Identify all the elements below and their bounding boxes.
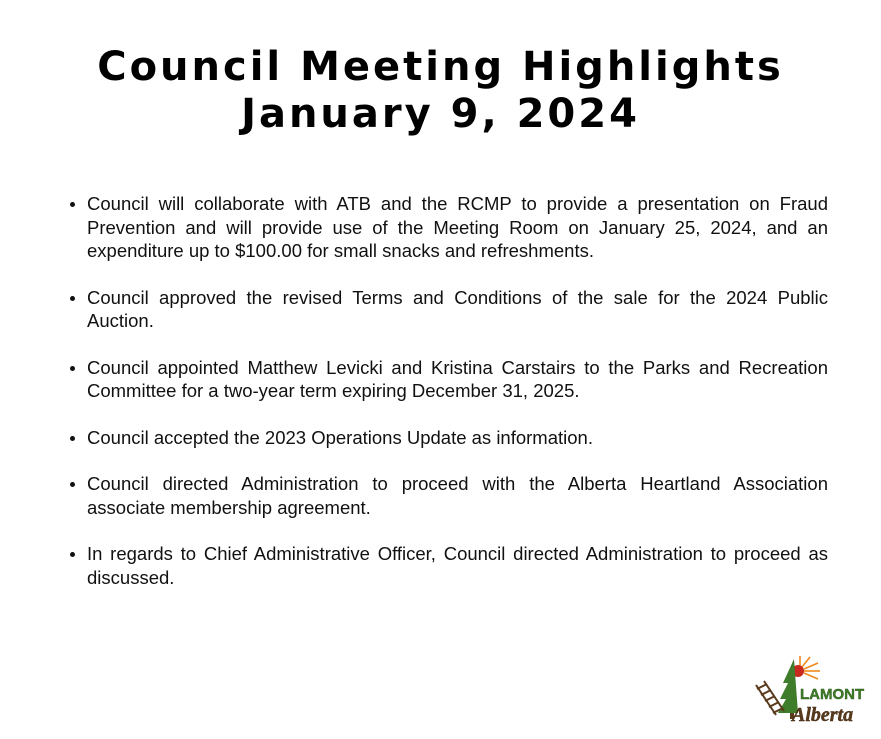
title-date: January 9, 2024	[241, 91, 640, 137]
page-title	[0, 44, 881, 138]
list-item: Council accepted the 2023 Operations Update as information.	[87, 426, 828, 450]
list-item: Council directed Administration to proceed with the Alberta Heartland Association associate membership agreement.	[87, 473, 828, 518]
highlights-list	[87, 192, 828, 612]
list-item: Council appointed Matthew Levicki and Kristina Carstairs to the Parks and Recreation Committee for a two-year term expiring December 31, 2025.	[87, 356, 828, 401]
list-item: Council will collaborate with ATB and the RCMP to provide a presentation on Fraud Prevention and will provide use of the Meeting Room on January 25, 2024, and an expenditure up to $100.00 for small snacks and refreshments.	[87, 193, 828, 261]
list-item: Council approved the revised Terms and Conditions of the sale for the 2024 Public Auction.	[87, 286, 828, 331]
logo-text-lamont: LAMONT	[800, 686, 865, 703]
logo-text-alberta: Alberta	[792, 704, 854, 726]
railway-icon	[756, 681, 784, 715]
title-line-1: Council Meeting Highlights	[97, 44, 784, 90]
sun-icon	[800, 656, 820, 679]
list-item: In regards to Chief Administrative Officer, Council directed Administration to proceed as discussed.	[87, 543, 828, 588]
lamont-alberta-logo	[752, 655, 876, 727]
